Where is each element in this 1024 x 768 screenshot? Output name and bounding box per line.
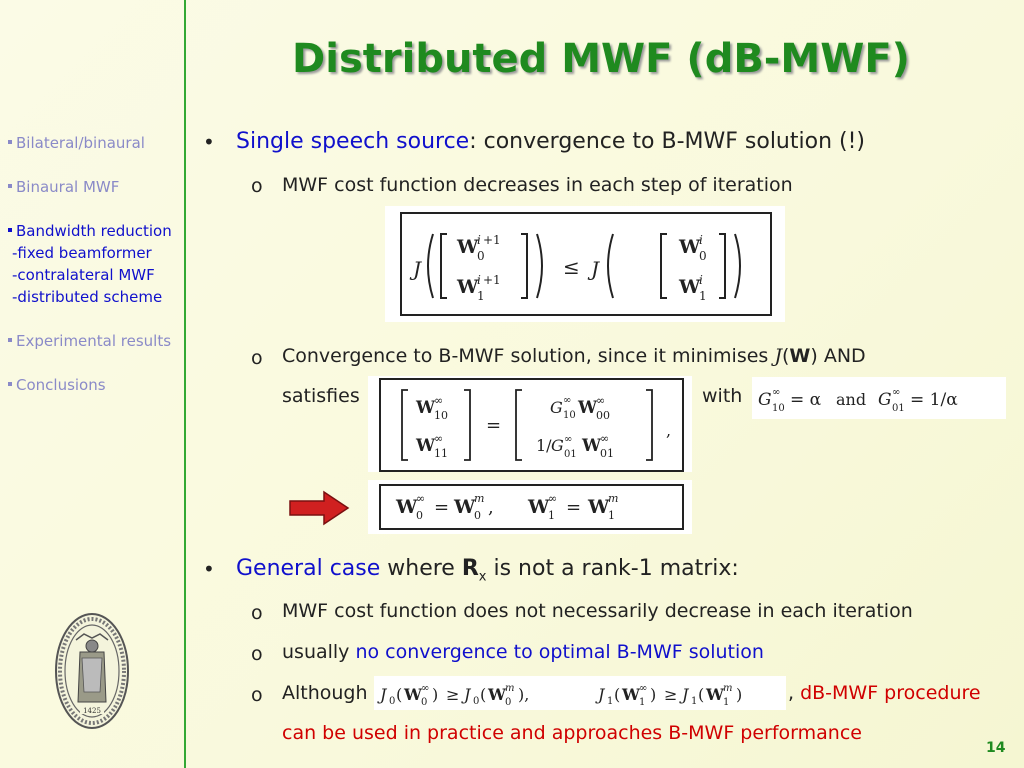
svg-text:0: 0 bbox=[699, 249, 707, 263]
bullet-square-icon bbox=[8, 184, 12, 188]
svg-text:i: i bbox=[699, 233, 703, 247]
text-although: Although bbox=[282, 682, 368, 704]
svg-text:and: and bbox=[836, 390, 867, 409]
svg-text:10: 10 bbox=[772, 403, 785, 414]
svg-text:∞: ∞ bbox=[600, 432, 610, 445]
sidebar-divider bbox=[184, 0, 186, 768]
sub-bullet-icon: o bbox=[251, 643, 263, 665]
university-seal-logo bbox=[54, 612, 130, 730]
svg-text:1/: 1/ bbox=[536, 436, 552, 455]
sidebar-item-conclusions[interactable]: Conclusions bbox=[8, 376, 106, 394]
svg-text:1: 1 bbox=[723, 697, 730, 708]
svg-text:∞: ∞ bbox=[596, 394, 606, 407]
svg-text:∞: ∞ bbox=[563, 395, 572, 406]
svg-text:J: J bbox=[413, 257, 422, 281]
svg-text:W: W bbox=[578, 398, 598, 418]
text-practice-performance: can be used in practice and approaches B-MWF performance bbox=[282, 722, 862, 744]
svg-text:W: W bbox=[679, 236, 701, 258]
svg-text:W: W bbox=[404, 685, 422, 704]
svg-text:0: 0 bbox=[505, 697, 512, 708]
sidebar-item-binaural-mwf[interactable]: Binaural MWF bbox=[8, 178, 119, 196]
svg-text:1: 1 bbox=[548, 509, 555, 522]
svg-text:G: G bbox=[878, 390, 892, 410]
svg-text:∞: ∞ bbox=[416, 492, 426, 505]
sub-bullet-no-convergence: usually no convergence to optimal B-MWF solution bbox=[282, 641, 764, 663]
svg-text:01: 01 bbox=[564, 449, 577, 460]
svg-text:W: W bbox=[588, 496, 610, 518]
svg-text:J: J bbox=[598, 685, 605, 704]
svg-text:0: 0 bbox=[416, 509, 423, 522]
svg-text:∞: ∞ bbox=[434, 432, 444, 445]
sub-bullet-convergence: Convergence to B-MWF solution, since it minimises J(W) AND bbox=[282, 345, 866, 367]
svg-text:0: 0 bbox=[473, 696, 480, 707]
svg-text:+1: +1 bbox=[483, 233, 501, 247]
svg-text:11: 11 bbox=[434, 447, 448, 460]
sidebar-subitem-distributed-scheme[interactable]: -distributed scheme bbox=[12, 288, 163, 306]
bullet-icon: • bbox=[203, 130, 215, 154]
svg-text:∞: ∞ bbox=[548, 492, 558, 505]
svg-text:W: W bbox=[679, 276, 701, 298]
svg-text:G: G bbox=[551, 436, 564, 455]
svg-text:J: J bbox=[591, 257, 600, 281]
text-with: with bbox=[702, 385, 743, 407]
svg-text:0: 0 bbox=[389, 696, 396, 707]
bullet-icon: • bbox=[203, 557, 215, 581]
svg-text:m: m bbox=[474, 492, 485, 505]
svg-text:,: , bbox=[666, 421, 672, 440]
svg-text:0: 0 bbox=[477, 249, 485, 263]
svg-text:=: = bbox=[486, 415, 502, 436]
text-dbmwf-procedure: , dB-MWF procedure bbox=[788, 682, 981, 704]
sidebar-subitem-contralateral-mwf[interactable]: -contralateral MWF bbox=[12, 266, 155, 284]
svg-text:(: ( bbox=[614, 685, 621, 704]
sidebar-item-experimental-results[interactable]: Experimental results bbox=[8, 332, 171, 350]
svg-text:W: W bbox=[528, 496, 550, 518]
equation-j-inequalities bbox=[374, 676, 786, 710]
svg-text:,: , bbox=[488, 497, 494, 518]
svg-text:W: W bbox=[457, 236, 479, 258]
slide-title: Distributed MWF (dB-MWF) bbox=[292, 36, 910, 82]
svg-text:): ) bbox=[432, 685, 439, 704]
svg-text:G: G bbox=[550, 398, 563, 417]
sub-bullet-cost-decreases: MWF cost function decreases in each step of iteration bbox=[282, 174, 793, 196]
svg-text:i: i bbox=[699, 273, 703, 287]
svg-text:=: = bbox=[566, 497, 582, 518]
text-satisfies: satisfies bbox=[282, 385, 360, 407]
svg-text:W: W bbox=[416, 436, 436, 456]
svg-text:≤: ≤ bbox=[563, 255, 580, 279]
svg-text:10: 10 bbox=[563, 410, 576, 421]
svg-text:1: 1 bbox=[607, 696, 614, 707]
svg-text:i: i bbox=[477, 233, 481, 247]
sub-bullet-icon: o bbox=[251, 602, 263, 624]
svg-text:(: ( bbox=[698, 685, 705, 704]
svg-text:W: W bbox=[706, 685, 724, 704]
sub-bullet-icon: o bbox=[251, 684, 263, 706]
sub-bullet-no-decrease: MWF cost function does not necessarily decrease in each iteration bbox=[282, 600, 913, 622]
sidebar-item-bilateral[interactable]: Bilateral/binaural bbox=[8, 134, 145, 152]
svg-text:1: 1 bbox=[639, 697, 646, 708]
svg-text:W: W bbox=[457, 276, 479, 298]
equation-matrix-solution bbox=[368, 376, 692, 472]
svg-text:W: W bbox=[582, 436, 602, 456]
bullet-general-case: General case where $R_x$ is not a rank-1 matrix: bbox=[236, 556, 739, 585]
svg-text:1: 1 bbox=[477, 289, 485, 303]
equation-w-graphic bbox=[368, 480, 692, 534]
equation-matrix-graphic bbox=[368, 376, 692, 472]
svg-text:∞: ∞ bbox=[772, 387, 781, 398]
svg-text:W: W bbox=[454, 496, 476, 518]
bullet-square-icon bbox=[8, 382, 12, 386]
svg-text:): ) bbox=[650, 685, 657, 704]
equation-w-convergence bbox=[368, 480, 692, 534]
svg-text:J: J bbox=[464, 685, 471, 704]
svg-text:(: ( bbox=[396, 685, 403, 704]
svg-text:m: m bbox=[608, 492, 619, 505]
svg-text:1: 1 bbox=[691, 696, 698, 707]
svg-text:≥: ≥ bbox=[664, 685, 678, 704]
svg-text:10: 10 bbox=[434, 409, 448, 422]
bullet-square-icon bbox=[8, 140, 12, 144]
svg-text:W: W bbox=[622, 685, 640, 704]
svg-text:∞: ∞ bbox=[421, 683, 430, 694]
sub-bullet-icon: o bbox=[251, 347, 263, 369]
svg-text:+1: +1 bbox=[483, 273, 501, 287]
svg-text:W: W bbox=[416, 398, 436, 418]
equation-j-graphic bbox=[374, 676, 786, 710]
svg-text:(: ( bbox=[480, 685, 487, 704]
svg-text:∞: ∞ bbox=[892, 387, 901, 398]
svg-text:1425: 1425 bbox=[83, 707, 101, 715]
svg-text:J: J bbox=[682, 685, 689, 704]
bullet-single-speech-source: Single speech source: convergence to B-MWF solution (!) bbox=[236, 129, 865, 154]
sidebar-subitem-fixed-beamformer[interactable]: -fixed beamformer bbox=[12, 244, 152, 262]
sub-bullet-icon: o bbox=[251, 175, 263, 197]
equation-cost-inequality bbox=[385, 206, 785, 322]
svg-text:∞: ∞ bbox=[564, 434, 573, 445]
implies-arrow-icon bbox=[288, 490, 352, 526]
bullet-square-icon bbox=[8, 228, 12, 232]
svg-text:= 1/α: = 1/α bbox=[910, 390, 958, 410]
svg-text:1: 1 bbox=[699, 289, 707, 303]
svg-text:0: 0 bbox=[474, 509, 481, 522]
sidebar-item-bandwidth-reduction[interactable]: Bandwidth reduction bbox=[8, 222, 172, 240]
bullet-square-icon bbox=[8, 338, 12, 342]
svg-text:01: 01 bbox=[892, 403, 905, 414]
svg-text:): ) bbox=[736, 685, 743, 704]
svg-text:W: W bbox=[488, 685, 506, 704]
svg-text:m: m bbox=[723, 683, 733, 694]
svg-text:01: 01 bbox=[600, 447, 614, 460]
svg-text:J: J bbox=[380, 685, 387, 704]
svg-text:i: i bbox=[477, 273, 481, 287]
svg-text:∞: ∞ bbox=[639, 683, 648, 694]
equation-inequality-graphic bbox=[385, 206, 785, 322]
svg-text:1: 1 bbox=[608, 509, 615, 522]
page-number: 14 bbox=[986, 740, 1006, 756]
svg-text:00: 00 bbox=[596, 409, 610, 422]
svg-text:0: 0 bbox=[421, 697, 428, 708]
svg-text:),: ), bbox=[518, 685, 530, 704]
svg-text:=: = bbox=[434, 497, 450, 518]
svg-text:= α: = α bbox=[790, 390, 822, 410]
svg-text:W: W bbox=[396, 496, 418, 518]
equation-g-values bbox=[752, 377, 1006, 419]
svg-text:G: G bbox=[758, 390, 772, 410]
svg-text:∞: ∞ bbox=[434, 394, 444, 407]
svg-text:≥: ≥ bbox=[446, 685, 460, 704]
equation-g-graphic bbox=[752, 377, 1006, 419]
svg-text:m: m bbox=[505, 683, 515, 694]
